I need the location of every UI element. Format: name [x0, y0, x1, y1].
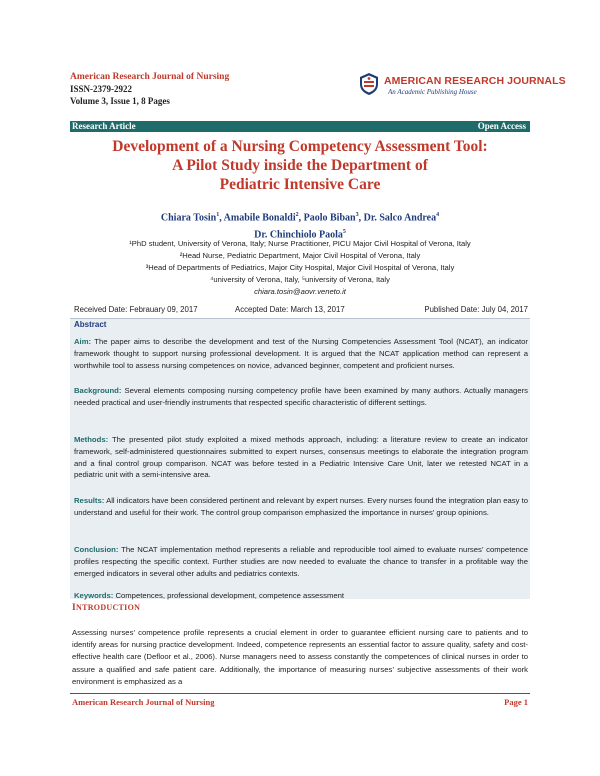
article-title	[70, 137, 530, 194]
abstract-heading: Abstract	[74, 320, 107, 329]
author-sup: 5	[342, 229, 346, 236]
author-sup: 1	[216, 212, 220, 218]
methods-label: Methods:	[74, 435, 109, 444]
footer-journal: American Research Journal of Nursing	[72, 697, 215, 707]
contact-email[interactable]: chiara.tosin@aovr.veneto.it	[254, 287, 346, 296]
abstract-background	[74, 385, 528, 409]
volume-info: Volume 3, Issue 1, 8 Pages	[70, 96, 170, 106]
affiliation-line: ¹PhD student, University of Verona, Italy; Nurse Practitioner, PICU Major Civil Hospital of Verona, Italy	[129, 239, 471, 248]
results-label: Results:	[74, 496, 105, 505]
affiliation-line: ²Head Nurse, Pediatric Department, Major Civil Hospital of Verona, Italy	[179, 251, 421, 260]
keywords	[74, 590, 528, 602]
keywords-text: Competences, professional development, competence assessment	[115, 591, 345, 600]
publisher-logo	[358, 72, 566, 100]
background-label: Background:	[74, 386, 122, 395]
conclusion-text: The NCAT implementation method represents a reliable and reproducible tool aimed to evaluate nurses’ competence profiles respecting the specific context. Further studies are now needed to evaluate the chance to transfer in a profitable way the emerged indicators in several other adults and pediatrics contexts.	[74, 545, 528, 578]
page-number: Page 1	[504, 697, 528, 707]
abstract-results	[74, 495, 528, 519]
author-name: Chiara Tosin	[160, 212, 217, 224]
accepted-date: Accepted Date: March 13, 2017	[235, 305, 345, 314]
introduction-heading	[72, 603, 140, 613]
author-name: Paolo Biban	[303, 212, 356, 224]
access-type: Open Access	[477, 121, 526, 131]
intro-initial: I	[72, 603, 76, 613]
issn: ISSN-2379-2922	[70, 84, 133, 94]
aim-label: Aim:	[74, 337, 92, 346]
conclusion-label: Conclusion:	[74, 545, 119, 554]
published-date: Published Date: July 04, 2017	[424, 305, 528, 314]
results-text: All indicators have been considered pertinent and relevant by expert nurses. Every nurses found the integration plan easy to understand and useful for their work. The control group comparison emphasized the importance in nurses’ group opinions.	[74, 496, 528, 517]
received-date: Received Date: Febrauary 09, 2017	[74, 305, 198, 314]
journal-logo-icon	[358, 72, 380, 96]
affiliations	[70, 238, 530, 298]
author-name: Dr. Salco Andrea	[363, 212, 437, 224]
author-name: Dr. Chinchiolo Paola	[254, 229, 343, 241]
title-line: Development of a Nursing Competency Assessment Tool:	[112, 138, 488, 155]
article-type: Research Article	[72, 121, 136, 131]
title-line: A Pilot Study inside the Department of	[172, 157, 428, 174]
abstract-methods	[74, 434, 528, 481]
abstract-aim	[74, 336, 528, 371]
abstract-header	[70, 318, 530, 331]
author-sup: 4	[436, 212, 440, 218]
footer-divider	[70, 693, 530, 694]
aim-text: The paper aims to describe the development and test of the Nursing Competencies Assessment Tool (NCAT), an indicator framework thought to support nursing professional development. It is argued that the NCAT application method can represent a worthwhile tool to assess nursing competences on novice, advanced beginner, competent and proficient nurses.	[74, 337, 528, 370]
author-name: Amabile Bonaldi	[223, 212, 296, 224]
affiliation-line: ⁴university of Verona, Italy, ⁵university of Verona, Italy	[210, 275, 390, 284]
abstract-conclusion	[74, 544, 528, 579]
keywords-label: Keywords:	[74, 591, 114, 600]
intro-rest: NTRODUCTION	[76, 603, 141, 612]
publisher-tagline: An Academic Publishing House	[388, 88, 477, 96]
introduction-text: Assessing nurses’ competence profile represents a crucial element in order to guarantee efficient nursing care to patients and to identify areas for nursing practice development. Indeed, competence represents an essential factor to assure quality, safety and cost-effective health care (Defloor et al., 2006). Nurse managers need to assess constantly the competences of clinical nurses in order to assure a qualified and safe patient care. Additionally, the importance of measuring nurses’ subjective assessments of their work environment is emphasized as a	[72, 628, 528, 686]
author-list: Chiara Tosin$^1$, Amabile Bonaldi$^2$, Paolo Biban$^3$, Dr. Salco Andrea$^4$ Dr. Chinchiolo Paola$^5$	[160, 212, 440, 241]
affiliation-line: ³Head of Departments of Pediatrics, Major City Hospital, Major Civil Hospital of Verona, Italy	[145, 263, 455, 272]
article-dates	[74, 305, 528, 316]
article-type-band	[70, 121, 530, 132]
background-text: Several elements composing nursing competency profile have been examined by many authors. Actually managers needed practical and user-friendly instruments that respected specific characteristic of different settings.	[74, 386, 529, 407]
title-line: Pediatric Intensive Care	[219, 176, 381, 193]
journal-name: American Research Journal of Nursing	[70, 72, 230, 82]
author-sup: 2	[295, 212, 299, 218]
methods-text: The presented pilot study exploited a mixed methods approach, including: a literature review to create an indicator framework, self-administered questionnaires submitted to expert nurses, consensus meetings to elaborate the integration program and a final control group comparison. NCAT was before tested in a Pediatric Intensive Care Unit, later we retested NCAT in a pediatric unit with a semi-intensive area.	[74, 435, 528, 480]
publisher-name: AMERICAN RESEARCH JOURNALS	[384, 75, 566, 87]
author-sup: 3	[355, 212, 359, 218]
journal-info	[70, 71, 229, 107]
